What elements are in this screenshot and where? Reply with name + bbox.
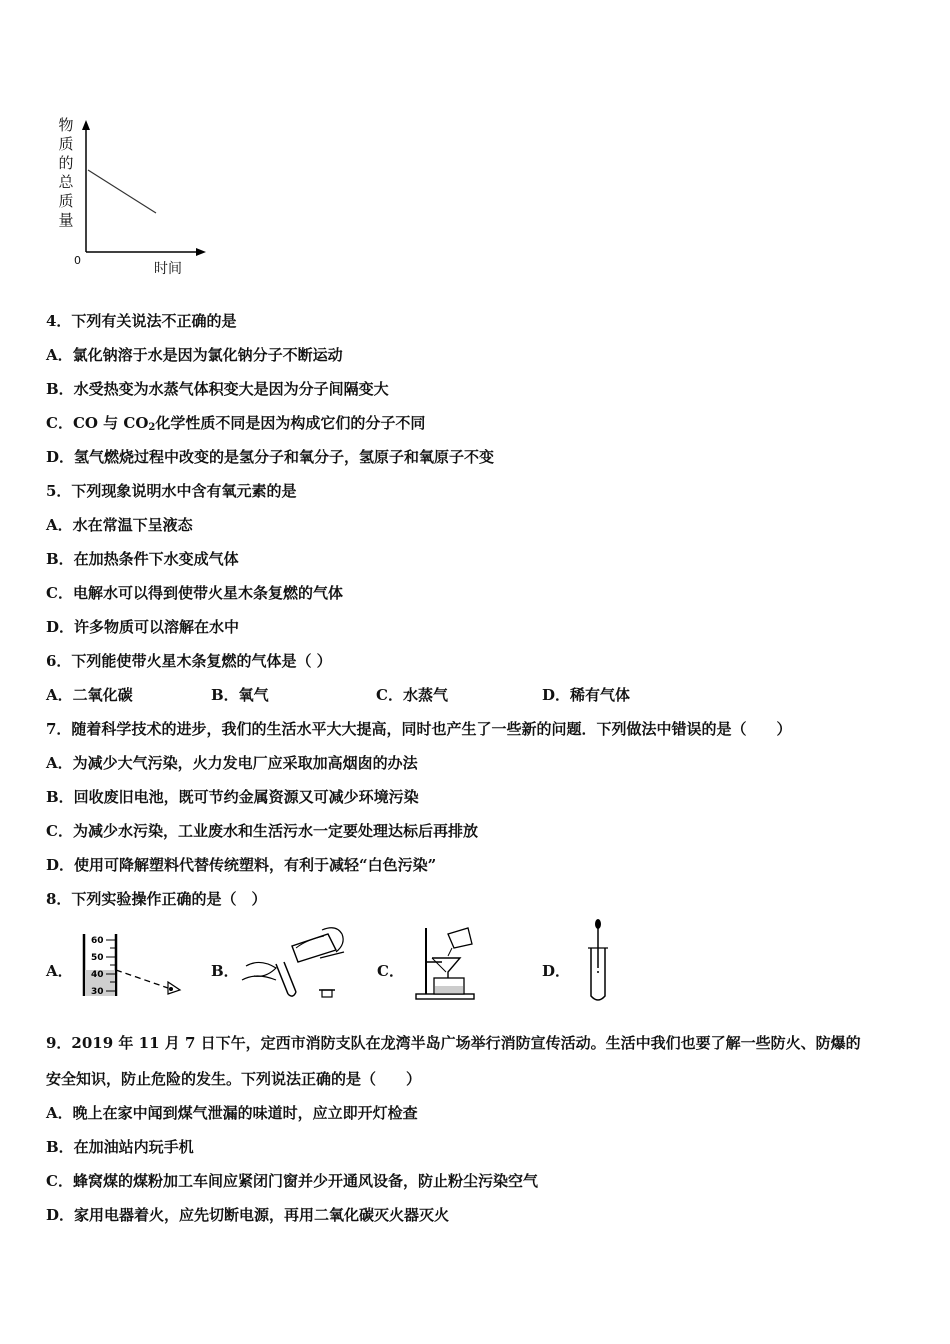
q5-stem: 5．下列现象说明水中含有氧元素的是	[46, 482, 297, 500]
q4-option-d: D．氢气燃烧过程中改变的是氢分子和氧分子，氢原子和氧原子不变	[46, 448, 495, 466]
q8-stem: 8．下列实验操作正确的是（ ）	[46, 890, 267, 908]
dropper-svg	[578, 916, 618, 1004]
origin-label: 0	[74, 254, 81, 267]
q4-option-c-sub: 2	[148, 422, 156, 433]
y-label-char: 量	[58, 211, 74, 229]
q7-option-a: A．为减少大气污染，火力发电厂应采取加高烟囱的办法	[46, 754, 418, 772]
q6-option-d: D．稀有气体	[542, 686, 631, 704]
dropper-into-test-tube-figure	[578, 916, 618, 1004]
q9-stem-line-2: 安全知识，防止危险的发生。下列说法正确的是（ ）	[46, 1070, 422, 1088]
x-axis-label: 时间	[154, 261, 182, 277]
q6-option-b: B．氧气	[211, 686, 269, 704]
q9-option-c: C．蜂窝煤的煤粉加工车间应紧闭门窗并少开通风设备，防止粉尘污染空气	[46, 1172, 538, 1190]
q6-options	[46, 685, 906, 705]
y-label-char: 质	[58, 135, 74, 153]
q5-option-d: D．许多物质可以溶解在水中	[46, 618, 240, 636]
q4-stem: 4．下列有关说法不正确的是	[46, 312, 237, 330]
q4-option-b: B．水受热变为水蒸气体积变大是因为分子间隔变大	[46, 380, 389, 398]
y-label-char: 质	[58, 192, 74, 210]
tick-label-40: 40	[91, 970, 104, 980]
mass-time-graph	[50, 112, 210, 282]
q9-option-a: A．晚上在家中闻到煤气泄漏的味道时，应立即开灯检查	[46, 1104, 418, 1122]
tick-label-30: 30	[91, 987, 104, 997]
q7-option-d: D．使用可降解塑料代替传统塑料，有利于减轻“白色污染”	[46, 856, 437, 874]
y-label-char: 物	[58, 116, 74, 134]
q4-option-c-pre: C．CO 与 CO	[46, 414, 149, 432]
q5-option-c: C．电解水可以得到使带火星木条复燃的气体	[46, 584, 343, 602]
q8-option-b-label: B．	[211, 962, 239, 980]
y-axis-arrow	[82, 120, 90, 130]
q5-option-a: A．水在常温下呈液态	[46, 516, 193, 534]
filtration-setup-figure	[408, 922, 488, 1002]
cylinder-svg	[76, 928, 186, 1000]
q5-option-b: B．在加热条件下水变成气体	[46, 550, 239, 568]
q9-option-d: D．家用电器着火，应先切断电源，再用二氧化碳灭火器灭火	[46, 1206, 450, 1224]
q7-stem: 7．随着科学技术的进步，我们的生活水平大大提高，同时也产生了一些新的问题．下列做法中错误的是（ ）	[46, 720, 792, 738]
x-axis-arrow	[196, 248, 206, 256]
q4-option-a: A．氯化钠溶于水是因为氯化钠分子不断运动	[46, 346, 343, 364]
q8-option-a-label: A．	[46, 962, 73, 980]
mass-decrease-line	[88, 170, 156, 213]
graduated-cylinder-reading-figure	[76, 928, 186, 1000]
q4-option-c-post: 化学性质不同是因为构成它们的分子不同	[155, 414, 426, 432]
y-label-char: 总	[58, 173, 74, 191]
y-axis-label	[56, 116, 76, 230]
q4-option-c	[46, 413, 425, 438]
filtration-svg	[408, 922, 488, 1002]
tick-label-60: 60	[91, 936, 104, 946]
q6-option-a: A．二氧化碳	[46, 686, 133, 704]
q9-stem-line-1: 9．2019 年 11 月 7 日下午，定西市消防支队在龙湾半岛广场举行消防宣传活动。生活中我们也要了解一些防火、防爆的	[46, 1034, 861, 1052]
tick-label-50: 50	[91, 953, 104, 963]
q8-option-d-label: D．	[542, 962, 571, 980]
pouring-into-test-tube-figure	[236, 922, 356, 1002]
y-label-char: 的	[58, 154, 74, 172]
q8-option-c-label: C．	[377, 962, 404, 980]
q7-option-c: C．为减少水污染，工业废水和生活污水一定要处理达标后再排放	[46, 822, 478, 840]
q6-option-c: C．水蒸气	[376, 686, 448, 704]
pouring-svg	[236, 922, 356, 1002]
q6-stem: 6．下列能使带火星木条复燃的气体是（ ）	[46, 652, 332, 670]
q7-option-b: B．回收废旧电池，既可节约金属资源又可减少环境污染	[46, 788, 419, 806]
q9-option-b: B．在加油站内玩手机	[46, 1138, 194, 1156]
